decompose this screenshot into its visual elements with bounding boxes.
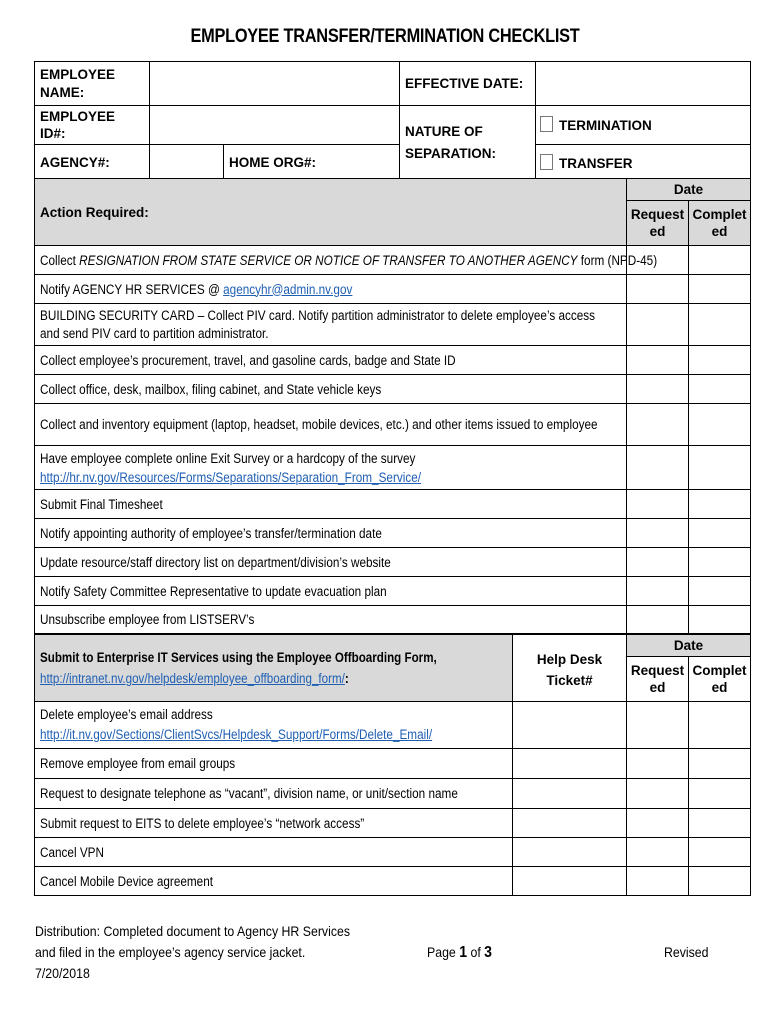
requested-cell[interactable] [627,749,689,779]
action-item: Collect employee’s procurement, travel, and gasoline cards, badge and State ID [35,346,627,375]
transfer-option[interactable] [536,145,751,181]
requested-cell[interactable] [627,577,689,606]
completed-heading: Completed [689,201,751,246]
completed-cell[interactable] [689,246,751,275]
completed-cell[interactable] [689,375,751,404]
revised-label: Revised [664,944,709,960]
requested-cell[interactable] [627,490,689,519]
requested-cell[interactable] [627,606,689,634]
completed-cell[interactable] [689,809,751,838]
action-item: Update resource/staff directory list on department/division’s website [35,548,627,577]
completed-cell[interactable] [689,346,751,375]
it-action-item: Remove employee from email groups [35,749,513,779]
agency-hr-email-link[interactable]: agencyhr@admin.nv.gov [223,281,353,297]
ticket-cell[interactable] [513,702,627,749]
it-action-item: Request to designate telephone as “vacant”, division name, or unit/section name [35,779,513,809]
completed-cell[interactable] [689,606,751,634]
requested-cell[interactable] [627,838,689,867]
offboarding-form-link[interactable]: http://intranet.nv.gov/helpdesk/employee_offboarding_form/ [40,671,345,686]
completed-cell[interactable] [689,749,751,779]
action-item: Notify AGENCY HR SERVICES @ agencyhr@admin.nv.gov [35,275,627,304]
it-services-table [34,634,751,896]
termination-checkbox[interactable] [540,116,553,132]
exit-survey-link[interactable]: http://hr.nv.gov/Resources/Forms/Separations/Separation_From_Service/ [40,469,422,485]
action-item: BUILDING SECURITY CARD – Collect PIV card. Notify partition administrator to delete employee’s access and send PIV card to partition administrator. [35,304,627,346]
date-heading: Date [627,179,751,201]
it-completed-heading: Completed [689,657,751,702]
ticket-cell[interactable] [513,779,627,809]
agency-field[interactable] [150,145,224,181]
completed-cell[interactable] [689,779,751,809]
effective-date-label: EFFECTIVE DATE: [400,62,536,106]
delete-email-link[interactable]: http://it.nv.gov/Sections/ClientSvcs/Helpdesk_Support/Forms/Delete_Email/ [40,727,433,742]
action-item: Collect and inventory equipment (laptop, headset, mobile devices, etc.) and other items issued to employee [35,404,627,446]
ticket-cell[interactable] [513,838,627,867]
employee-info-table [34,61,751,181]
requested-cell[interactable] [627,867,689,896]
requested-cell[interactable] [627,375,689,404]
employee-name-field[interactable] [150,62,400,106]
completed-cell[interactable] [689,577,751,606]
revised-date: 7/20/2018 [35,965,90,981]
requested-cell[interactable] [627,346,689,375]
completed-cell[interactable] [689,490,751,519]
action-item: Unsubscribe employee from LISTSERV’s [35,606,627,634]
requested-cell[interactable] [627,275,689,304]
employee-id-label: EMPLOYEE ID#: [35,106,150,145]
ticket-cell[interactable] [513,809,627,838]
it-action-item: Submit request to EITS to delete employee’s “network access” [35,809,513,838]
helpdesk-ticket-heading: Help Desk Ticket# [513,635,627,702]
action-item: Collect office, desk, mailbox, filing cabinet, and State vehicle keys [35,375,627,404]
it-action-item: Cancel Mobile Device agreement [35,867,513,896]
requested-cell[interactable] [627,779,689,809]
ticket-cell[interactable] [513,867,627,896]
it-services-heading: Submit to Enterprise IT Services using the Employee Offboarding Form, http://intranet.nv.gov/helpdesk/employee_offboarding_form/: [35,635,513,702]
completed-cell[interactable] [689,838,751,867]
page-title: EMPLOYEE TRANSFER/TERMINATION CHECKLIST [190,26,580,47]
page-number: Page 1 of 3 [427,944,493,961]
transfer-checkbox[interactable] [540,154,553,170]
home-org-label: HOME ORG#: [224,145,400,181]
it-date-heading: Date [627,635,751,657]
action-required-heading: Action Required: [35,179,627,246]
requested-cell[interactable] [627,702,689,749]
it-action-item: Cancel VPN [35,838,513,867]
requested-cell[interactable] [627,446,689,490]
action-item: Have employee complete online Exit Survey or a hardcopy of the survey http://hr.nv.gov/Resources/Forms/Separations/Separation_From_Service/ [35,446,627,490]
effective-date-field[interactable] [536,62,751,106]
action-item: Notify appointing authority of employee’s transfer/termination date [35,519,627,548]
requested-cell[interactable] [627,304,689,346]
completed-cell[interactable] [689,519,751,548]
transfer-label: TRANSFER [559,155,633,171]
completed-cell[interactable] [689,446,751,490]
requested-cell[interactable] [627,519,689,548]
nature-of-separation-label: NATURE OF SEPARATION: [400,106,536,181]
completed-cell[interactable] [689,548,751,577]
action-item: Collect RESIGNATION FROM STATE SERVICE OR NOTICE OF TRANSFER TO ANOTHER AGENCY form (NPD-45) [35,246,627,275]
requested-cell[interactable] [627,809,689,838]
termination-label: TERMINATION [559,118,652,133]
agency-label: AGENCY#: [35,145,150,181]
completed-cell[interactable] [689,867,751,896]
completed-cell[interactable] [689,702,751,749]
requested-cell[interactable] [627,404,689,446]
termination-option[interactable] [536,106,751,145]
ticket-cell[interactable] [513,749,627,779]
it-action-item: Delete employee’s email address http://it.nv.gov/Sections/ClientSvcs/Helpdesk_Support/Forms/Delete_Email/ [35,702,513,749]
requested-heading: Requested [627,201,689,246]
employee-name-label: EMPLOYEE NAME: [35,62,150,106]
it-requested-heading: Requested [627,657,689,702]
action-item: Submit Final Timesheet [35,490,627,519]
completed-cell[interactable] [689,275,751,304]
completed-cell[interactable] [689,304,751,346]
action-item: Notify Safety Committee Representative to update evacuation plan [35,577,627,606]
action-required-table [34,178,751,634]
distribution-note: Distribution: Completed document to Agency HR Services and filed in the employee’s agency service jacket. 7/20/2018 [35,921,393,984]
requested-cell[interactable] [627,548,689,577]
employee-id-field[interactable] [150,106,400,145]
completed-cell[interactable] [689,404,751,446]
